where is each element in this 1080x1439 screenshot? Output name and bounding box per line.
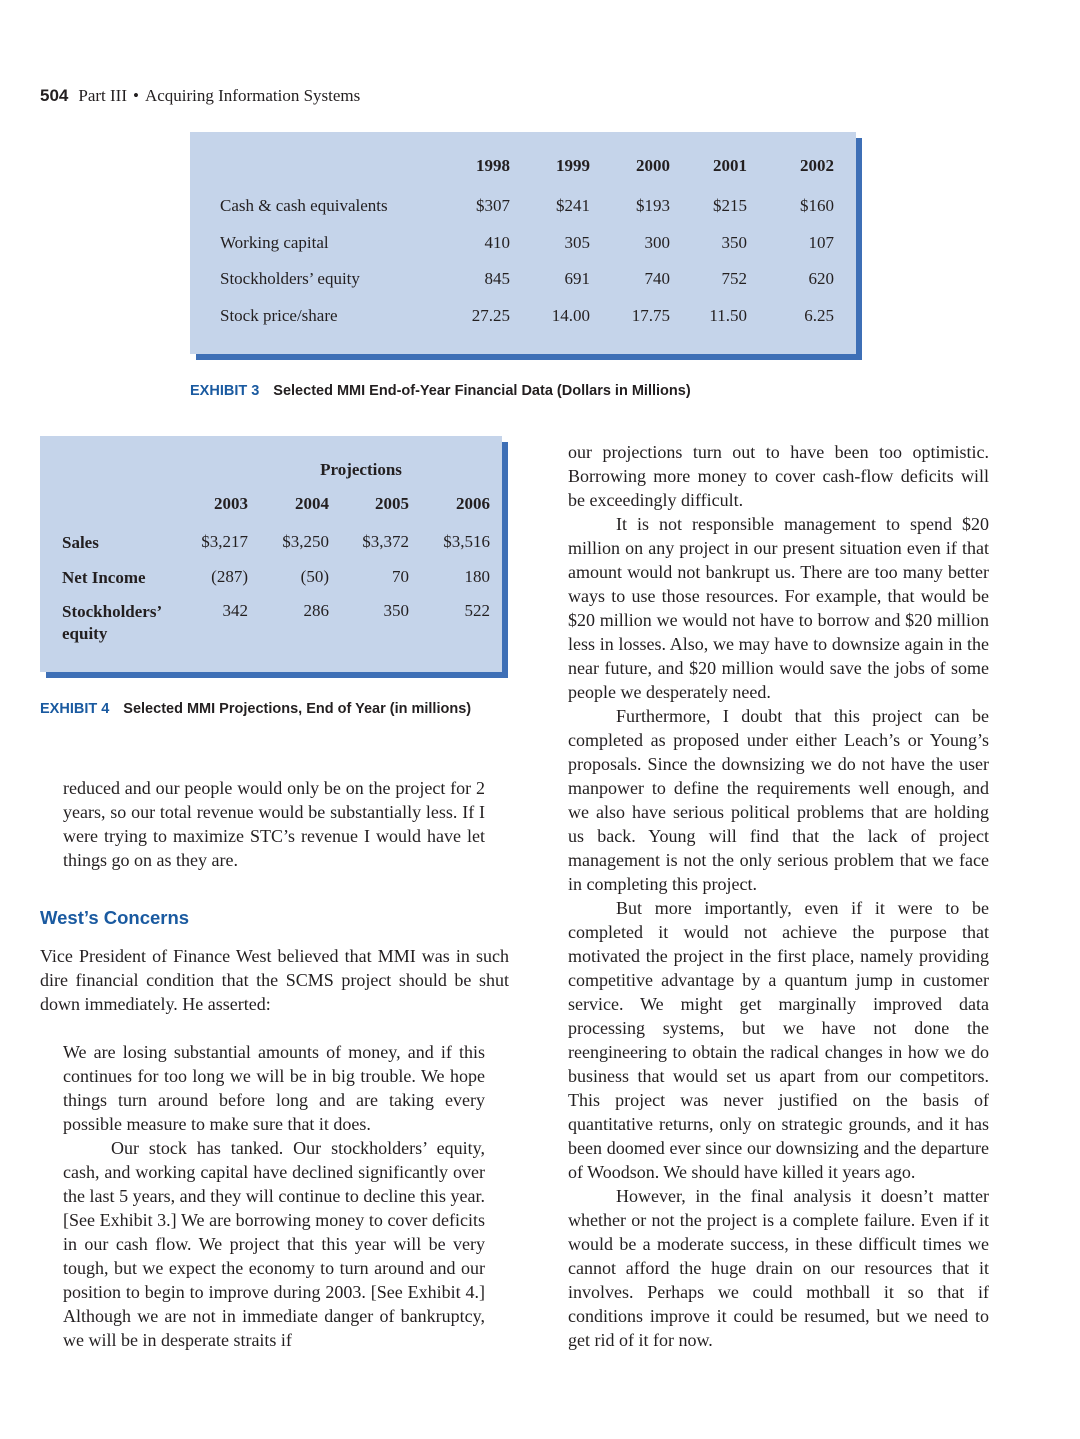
row-label: Net Income: [62, 567, 146, 587]
exhibit-3-caption: [190, 383, 691, 399]
table-header-row: [220, 156, 834, 188]
cell-value: 691: [564, 269, 590, 289]
paragraph: However, in the final analysis it doesn’t matter whether or not the project is a complete failure. Even if it would be a moderate success, in these difficult times we cannot afford the huge drain on our resources that it involves. Perhaps we could mothball it so that if conditions improve it could be resumed, but we need to get rid of it for now.: [568, 1186, 989, 1350]
year-header: 2002: [800, 156, 834, 175]
right-column-quote: [568, 440, 989, 1352]
exhibit-4-title: Selected MMI Projections, End of Year (in millions): [123, 701, 472, 717]
row-label: Stockholders’ equity: [220, 269, 360, 289]
continued-quote-paragraph: [63, 776, 485, 872]
table-header-row: [62, 494, 490, 532]
cell-value: 70: [392, 566, 409, 586]
row-label: Stockholders’ equity: [62, 602, 161, 643]
paragraph: Our stock has tanked. Our stockholders’ equity, cash, and working capital have declined significantly over the last 5 years, and they will continue to decline this year. [See Exhibit 3.] We are borrowing money to cover deficits in our cash flow. We project that this year will be very tough, but we expect the economy to turn around and our position to begin to improve during 2003. [See Exhibit 4.] Although we are not in immediate danger of bankruptcy, we will be in desperate straits if: [63, 1138, 485, 1350]
block-quote: [63, 1040, 485, 1352]
paragraph: We are losing substantial amounts of money, and if this continues for too long we will be in big trouble. We hope things turn around before long and are taking every possible measure to make sure that it does.: [63, 1042, 485, 1134]
cell-value: 286: [303, 601, 329, 620]
cell-value: 752: [721, 269, 747, 289]
cell-value: 522: [464, 601, 490, 620]
cell-value: (50): [300, 566, 329, 586]
paragraph: But more importantly, even if it were to be completed it would not achieve the purpose that motivated the project in the first place, namely providing competitive advantage by a quantum jump in customer service. We might get marginally improved data processing systems, but we have not done the reengineering to obtain the radical changes in how we do business that would set us apart from our competitors. This project was never justified on the basis of quantitative returns, only on strategic grounds, and it has been doomed ever since our downsizing and the departure of Woodson. We should have killed it years ago.: [568, 898, 989, 1182]
part-label: Part III: [78, 86, 127, 105]
cell-value: 740: [644, 269, 670, 289]
paragraph: reduced and our people would only be on the project for 2 years, so our total revenue would be substantially less. If I were trying to maximize STC’s revenue I would have let things go on as they are.: [63, 778, 485, 870]
table-row: [62, 601, 490, 645]
year-header: 2006: [456, 494, 490, 513]
table-row: [220, 225, 834, 262]
paragraph: our projections turn out to have been too optimistic. Borrowing more money to cover cash-flow deficits will be exceedingly difficult.: [568, 442, 989, 510]
year-header: 2005: [375, 494, 409, 513]
exhibit-3-title: Selected MMI End-of-Year Financial Data (Dollars in Millions): [273, 383, 691, 399]
cell-value: $241: [556, 196, 590, 216]
bullet-separator: •: [133, 86, 139, 105]
cell-value: 342: [222, 601, 248, 620]
cell-value: 300: [644, 232, 670, 252]
cell-value: $3,516: [443, 532, 490, 551]
section-heading: West’s Concerns: [40, 907, 190, 928]
cell-value: $307: [476, 196, 510, 216]
cell-value: 107: [808, 232, 834, 252]
year-header: 2000: [636, 156, 670, 175]
cell-value: $3,250: [282, 532, 329, 551]
intro-paragraph: [40, 944, 509, 1016]
running-head: [40, 86, 360, 106]
cell-value: $3,217: [201, 532, 248, 551]
cell-value: 27.25: [471, 305, 510, 325]
year-header: 1999: [556, 156, 590, 175]
cell-value: $215: [713, 196, 747, 216]
exhibit-3-box: [190, 132, 856, 354]
cell-value: $160: [800, 196, 834, 216]
cell-value: 350: [721, 232, 747, 252]
cell-value: 14.00: [551, 305, 590, 325]
paragraph: Vice President of Finance West believed that MMI was in such dire financial condition that the SCMS project should be shut down immediately. He asserted:: [40, 946, 509, 1014]
section-title: Acquiring Information Systems: [144, 86, 361, 105]
row-label: Sales: [62, 533, 99, 552]
exhibit-3-label: EXHIBIT 3: [190, 383, 260, 399]
cell-value: 845: [484, 269, 510, 289]
table-row: [62, 567, 490, 602]
projections-header: Projections: [320, 460, 402, 479]
paragraph: Furthermore, I doubt that this project can be completed as proposed under either Leach’s or Young’s proposals. Since the downsizing we do not have the user manpower to define the requirements well enough, and we also have serious political problems that are holding us back. Young will find that the lack of project management is not the only serious problem that we face in completing this project.: [568, 706, 989, 894]
year-header: 2003: [214, 494, 248, 513]
row-label: Stock price/share: [220, 305, 338, 325]
exhibit-4-label: EXHIBIT 4: [40, 701, 110, 717]
cell-value: 620: [808, 269, 834, 289]
table-row: [220, 261, 834, 298]
cell-value: $193: [636, 196, 670, 216]
cell-value: 305: [564, 232, 590, 252]
table-row: [62, 532, 490, 567]
paragraph: It is not responsible management to spend $20 million on any project in our present situation even if that amount would not bankrupt us. There are too many better ways to use those resources. For example, that would be $20 million we would not have to borrow and $20 million less in losses. Also, we may have to downsize again in the near future, and $20 million would save the jobs of some people we desperately need.: [568, 514, 989, 702]
cell-value: 11.50: [709, 305, 747, 325]
table-group-header-row: [62, 460, 490, 494]
cell-value: 6.25: [804, 305, 834, 325]
cell-value: $3,372: [362, 532, 409, 551]
year-header: 2004: [295, 494, 329, 513]
exhibit-3-table: [220, 156, 834, 334]
row-label: Working capital: [220, 232, 329, 252]
exhibit-4-caption: [40, 701, 471, 717]
cell-value: 180: [464, 566, 490, 586]
year-header: 2001: [713, 156, 747, 175]
year-header: 1998: [476, 156, 510, 175]
cell-value: (287): [211, 566, 248, 586]
exhibit-4-box: [40, 436, 502, 672]
table-row: [220, 298, 834, 335]
table-row: [220, 188, 834, 225]
cell-value: 350: [383, 601, 409, 620]
row-label: Cash & cash equivalents: [220, 196, 388, 216]
page-number: 504: [40, 86, 69, 105]
cell-value: 17.75: [631, 305, 670, 325]
cell-value: 410: [484, 232, 510, 252]
exhibit-4-table: [62, 460, 490, 645]
